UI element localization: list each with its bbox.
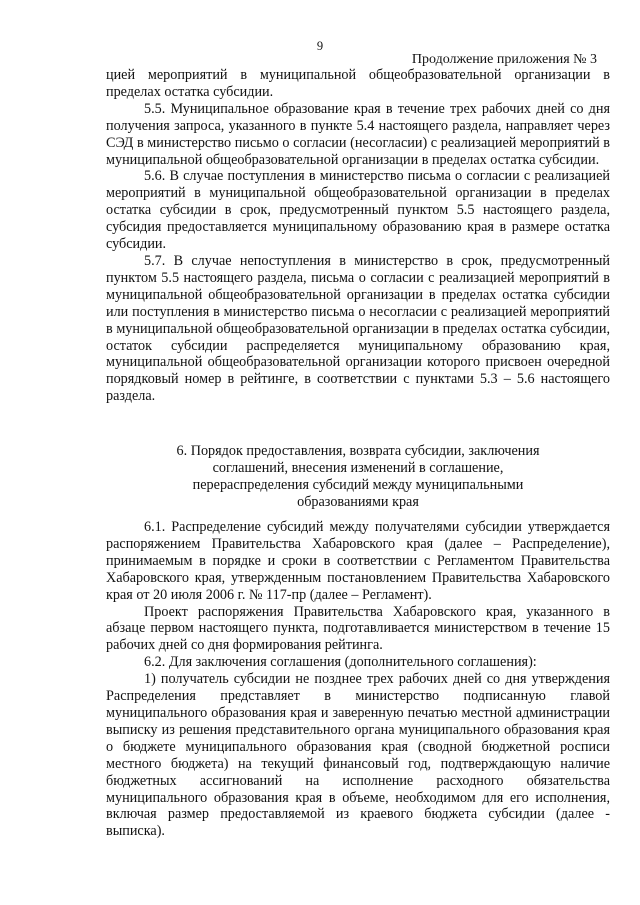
heading-line: соглашений, внесения изменений в соглашение, bbox=[212, 459, 504, 476]
paragraph-6-1: 6.1. Распределение субсидий между получателями субсидии утверждается распоряжением Правительства Хабаровского края (далее – Распределение), принимаемым в порядке и сроки в соответствии с Регламентом Правительства Хабаровского края, утвержденным постановлением Правительства Хабаровского края от 20 июля 2006 г. № 117-пр (далее – Регламент). bbox=[106, 519, 610, 603]
appendix-note: Продолжение приложения № 3 bbox=[411, 52, 597, 67]
paragraph-6-2: 6.2. Для заключения соглашения (дополнительного соглашения): bbox=[144, 654, 537, 671]
body-text-top bbox=[106, 67, 610, 405]
section-heading bbox=[106, 443, 610, 511]
paragraph-continuation: цией мероприятий в муниципальной общеобразовательной организации в пределах остатка субсидии. bbox=[106, 67, 610, 100]
body-text-bottom bbox=[106, 519, 610, 840]
paragraph-draft-order: Проект распоряжения Правительства Хабаровского края, указанного в абзаце первом настоящего пункта, подготавливается министерством в течение 15 рабочих дней со дня формирования рейтинга. bbox=[106, 603, 610, 654]
heading-line: образованиями края bbox=[297, 493, 419, 510]
paragraph-5-7: 5.7. В случае непоступления в министерство в срок, предусмотренный пунктом 5.5 настоящего раздела, письма о согласии с реализацией мероприятий в муниципальной общеобразовательной организации в пределах остатка субсидии или поступления в министерство письма о несогласии с реализацией мероприятий в муниципальной общеобразовательной организации в пределах остатка субсидии, остаток субсидии распределяется муниципальному образованию края, муниципальной общеобразовательной организации которого присвоен очередной порядковый номер в рейтинге, в соответствии с пунктами 5.3 – 5.6 настоящего раздела. bbox=[106, 252, 610, 405]
paragraph-6-2-item-1: 1) получатель субсидии не позднее трех рабочих дней со дня утверждения Распределения представляет в министерство подписанную главой муниципального образования края и заверенную печатью местной администрации выписку из решения представительного органа муниципального образования края о бюджете муниципального образования края (сводной бюджетной росписи местного бюджета) на текущий финансовый год, подтверждающую наличие бюджетных ассигнований на исполнение расходного обязательства муниципального образования края в объеме, необходимом для его исполнения, включая размер предоставляемой из краевого бюджета субсидии (далее - выписка). bbox=[106, 671, 610, 840]
heading-line: 6. Порядок предоставления, возврата субсидии, заключения bbox=[176, 443, 540, 459]
paragraph-5-5: 5.5. Муниципальное образование края в течение трех рабочих дней со дня получения запроса, указанного в пункте 5.4 настоящего раздела, направляет через СЭД в министерство письмо о согласии (несогласии) с реализацией мероприятий в муниципальной общеобразовательной организации в пределах остатка субсидии. bbox=[106, 100, 610, 168]
page-number: 9 bbox=[316, 39, 324, 53]
heading-line: перераспределения субсидий между муниципальными bbox=[192, 476, 524, 493]
paragraph-5-6: 5.6. В случае поступления в министерство письма о согласии с реализацией мероприятий в муниципальной общеобразовательной организации в пределах остатка субсидии в срок, предусмотренный пунктом 5.5 настоящего раздела, субсидия предоставляется муниципальному образованию края в размере остатка субсидии. bbox=[106, 168, 610, 253]
